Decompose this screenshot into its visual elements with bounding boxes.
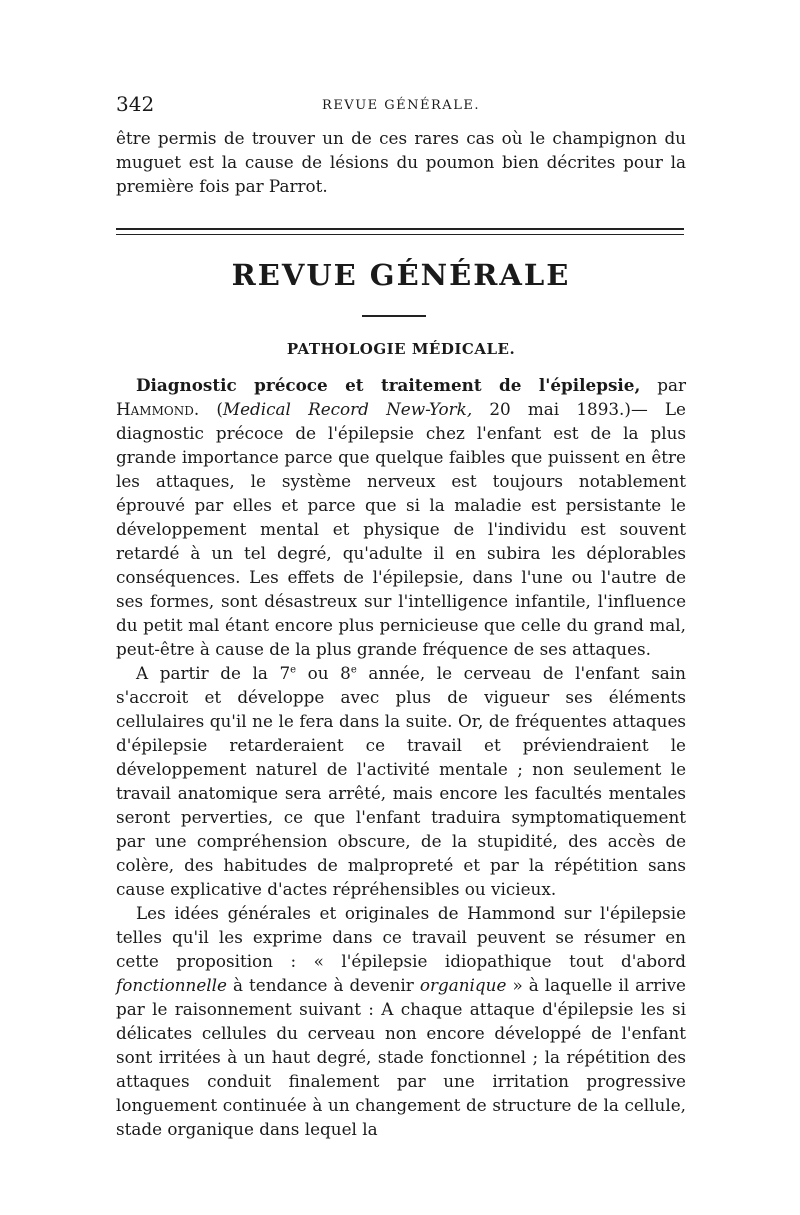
source-date: 20 mai 1893.) bbox=[472, 399, 631, 419]
text-run: année, le cerveau de l'enfant sain s'accroit et développe avec plus de vigueur ses éléments cellulaires qu'il ne le fera dans la suite. Or, de fréquentes attaques d'épilepsie retarderaient ce travail et préviendraient le développement naturel de l'activité mentale ; non seulement le travail anatomique sera arrêté, mais encore les facultés mentales seront perverties, ce que l'enfant traduira symptomatiquement par une compréhension obscure, de la stupidité, des accès de colère, des habitudes de malpropreté et par la répétition sans cause explicative d'actes répréhensibles ou vicieux. bbox=[116, 663, 686, 899]
article-author: Hammond. bbox=[116, 399, 200, 419]
superscript: e bbox=[350, 664, 357, 676]
article-paragraph-2 bbox=[116, 661, 686, 901]
page-number: 342 bbox=[116, 92, 155, 116]
text-run: Les idées générales et originales de Hammond sur l'épilepsie telles qu'il les exprime dans ce travail peuvent se résumer en cette proposition : « l'épilepsie idiopathique tout d'abord bbox=[116, 903, 686, 971]
double-rule-divider bbox=[116, 228, 684, 235]
main-title: REVUE GÉNÉRALE bbox=[231, 258, 571, 292]
article-paragraph-3 bbox=[116, 901, 686, 1141]
continued-paragraph bbox=[116, 126, 686, 198]
emphasis-text: organique bbox=[419, 975, 507, 995]
article-paragraph-1 bbox=[116, 373, 686, 661]
running-title: REVUE GÉNÉRALE. bbox=[322, 98, 480, 113]
emphasis-text: fonctionnelle bbox=[116, 975, 227, 995]
source-open: ( bbox=[199, 399, 223, 419]
article-title: Diagnostic précoce et traitement de l'épilepsie, bbox=[136, 375, 641, 395]
source-journal: Medical Record New-York, bbox=[222, 399, 473, 419]
paragraph-text: être permis de trouver un de ces rares cas où le champignon du muguet est la cause de lésions du poumon bien décrites pour la première fois par Parrot. bbox=[116, 128, 686, 196]
section-title: PATHOLOGIE MÉDICALE. bbox=[286, 340, 516, 358]
text-run: A partir de la 7 bbox=[136, 663, 291, 683]
article bbox=[116, 373, 686, 1141]
text-run: ou 8 bbox=[296, 663, 351, 683]
running-header bbox=[116, 92, 686, 122]
paragraph-text: — Le diagnostic précoce de l'épilepsie chez l'enfant est de la plus grande importance parce que quelque faibles que puissent en être les attaques, le système nerveux est toujours notablement éprouvé par elles et parce que si la maladie est persistante le développement mental et physique de l'individu est souvent retardé à un tel degré, qu'adulte il en subira les déplorables conséquences. Les effets de l'épilepsie, dans l'une ou l'autre de ses formes, sont désastreux sur l'intelligence infantile, l'influence du petit mal étant encore plus pernicieuse que celle du grand mal, peut-être à cause de la plus grande fréquence de ses attaques. bbox=[116, 399, 686, 659]
superscript: e bbox=[290, 664, 297, 676]
article-by: par bbox=[640, 375, 686, 395]
text-run: à tendance à devenir bbox=[226, 975, 420, 995]
text-run: » à laquelle il arrive par le raisonnement suivant : A chaque attaque d'épilepsie les si délicates cellules du cerveau non encore développé de l'enfant sont irritées à un haut degré, stade fonctionnel ; la répétition des attaques conduit finalement par une irritation progressive longuement continuée à un changement de structure de la cellule, stade organique dans lequel la bbox=[116, 975, 686, 1139]
short-rule-divider bbox=[362, 315, 426, 317]
